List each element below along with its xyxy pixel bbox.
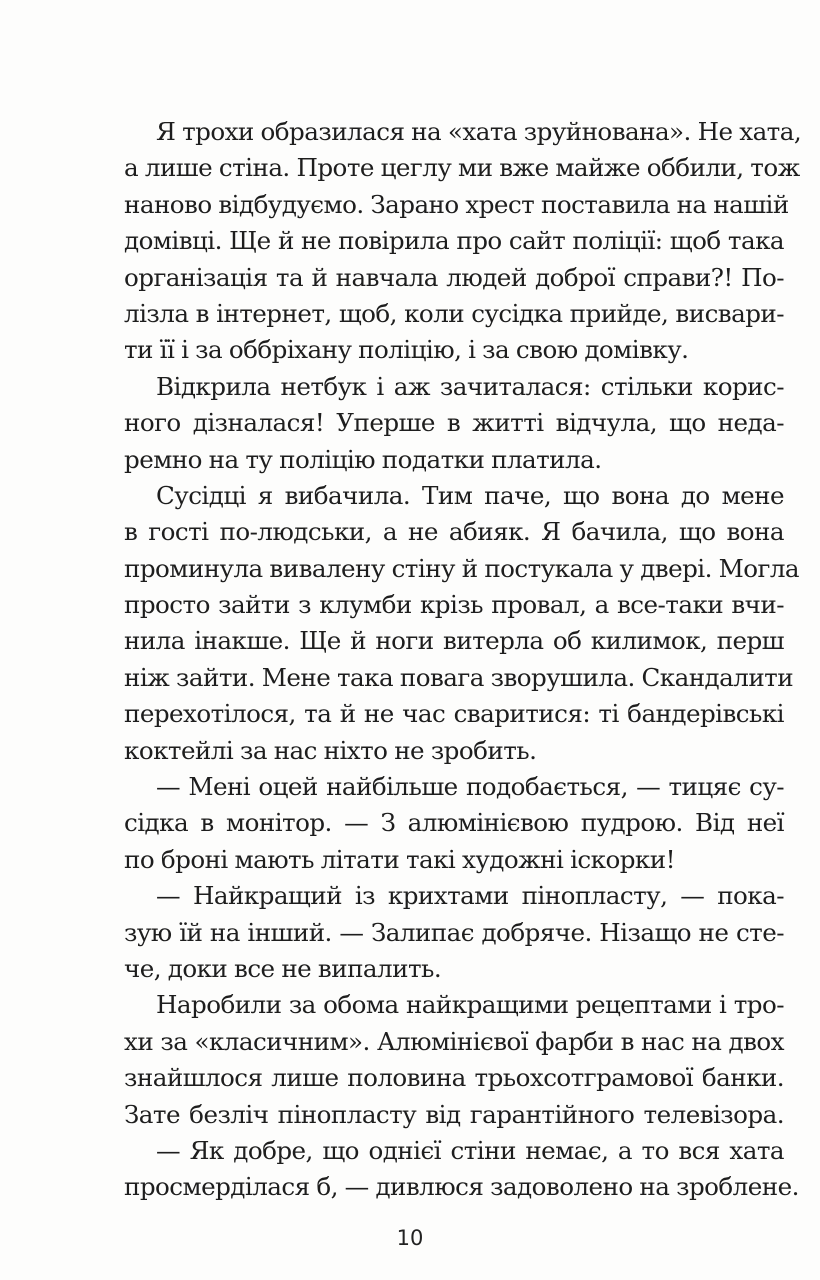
text-line: домівці. Ще й не повірила про сайт поліції: щоб така bbox=[124, 226, 784, 256]
text-line: Сусідці я вибачила. Тим паче, що вона до мене bbox=[156, 480, 784, 510]
text-line: — Мені оцей найбільше подобається, — тицяє су- bbox=[156, 772, 784, 802]
text-line: організація та й навчала людей доброї справи?! По- bbox=[124, 262, 784, 292]
text-line: — Як добре, що однієї стіни немає, а то вся хата bbox=[156, 1135, 784, 1165]
text-line: зую їй на інший. — Залипає добряче. Нізащо не сте- bbox=[124, 917, 784, 947]
body-text bbox=[124, 114, 802, 1206]
text-line: просмерділася б, — дивлюся задоволено на зроблене. bbox=[124, 1172, 799, 1202]
text-line: Відкрила нетбук і аж зачиталася: стільки корис- bbox=[156, 371, 784, 401]
text-line: сідка в монітор. — З алюмінієвою пудрою. Від неї bbox=[124, 808, 784, 838]
text-line: ного дізналася! Уперше в житті відчула, що неда- bbox=[124, 408, 784, 438]
text-line: а лише стіна. Проте цеглу ми вже майже оббили, тож bbox=[124, 153, 800, 183]
text-line: просто зайти з клумби крізь провал, а все-таки вчи- bbox=[124, 590, 784, 620]
text-line: по броні мають літати такі художні іскорки! bbox=[124, 844, 675, 874]
text-line: нила інакше. Ще й ноги витерла об килимок, перш bbox=[124, 626, 784, 656]
text-line: в гості по-людськи, а не абияк. Я бачила, що вона bbox=[124, 517, 784, 547]
text-line: че, доки все не випалить. bbox=[124, 953, 442, 983]
text-line: Зате безліч пінопласту від гарантійного телевізора. bbox=[124, 1099, 784, 1129]
text-line: ти її і за оббріхану поліцію, і за свою домівку. bbox=[124, 335, 689, 365]
text-line: лізла в інтернет, щоб, коли сусідка прийде, висвари- bbox=[124, 298, 784, 328]
text-line: ремно на ту поліцію податки платила. bbox=[124, 444, 602, 474]
text-line: Наробили за обома найкращими рецептами і тро- bbox=[156, 990, 784, 1020]
text-line: — Найкращий із крихтами пінопласту, — пока- bbox=[156, 881, 784, 911]
text-line: знайшлося лише половина трьохсотграмової банки. bbox=[124, 1063, 784, 1093]
text-line: наново відбудуємо. Зарано хрест поставила на нашій bbox=[124, 189, 789, 219]
text-line: перехотілося, та й не час сваритися: ті бандерівські bbox=[124, 699, 784, 729]
text-line: ніж зайти. Мене така повага зворушила. Скандалити bbox=[124, 662, 794, 692]
page-number: 10 bbox=[396, 1226, 424, 1250]
text-line: хи за «класичним». Алюмінієвої фарби в нас на двох bbox=[124, 1026, 784, 1056]
text-line: Я трохи образилася на «хата зруйнована». Не хата, bbox=[156, 117, 802, 146]
text-line: коктейлі за нас ніхто не зробить. bbox=[124, 735, 537, 765]
text-line: проминула вивалену стіну й постукала у двері. Могла bbox=[124, 553, 800, 583]
